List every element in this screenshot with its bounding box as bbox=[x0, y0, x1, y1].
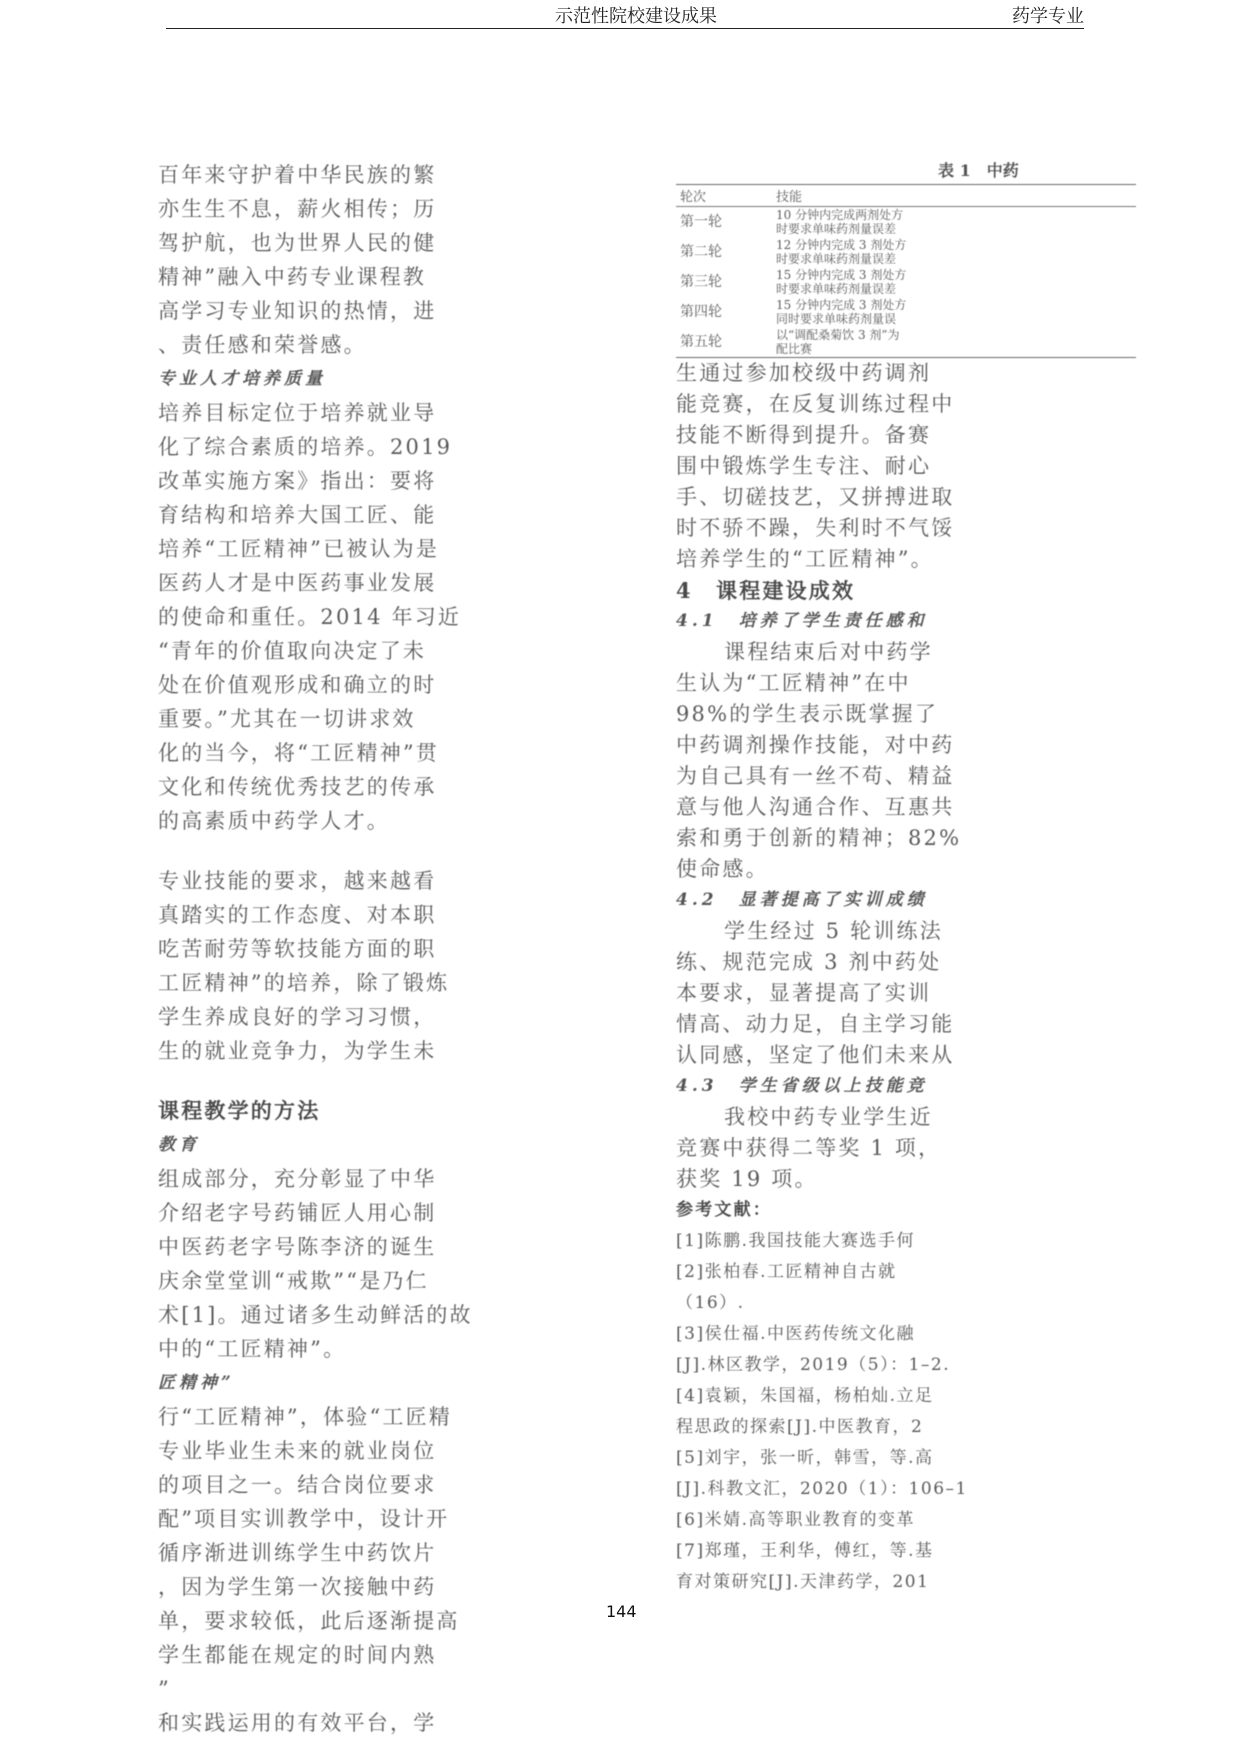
text-line: 的高素质中药学人才。 bbox=[158, 809, 390, 833]
text-line bbox=[158, 1068, 578, 1094]
text-line: 培养学生的“工匠精神”。 bbox=[676, 547, 934, 571]
reference-item: （16）. bbox=[676, 1293, 745, 1313]
text-line: 、责任感和荣誉感。 bbox=[158, 333, 367, 357]
reference-item: [4]袁颖，朱国福，杨柏灿.立足 bbox=[676, 1386, 934, 1406]
table-row bbox=[676, 237, 1136, 267]
text-line: 精神”融入中药专业课程教 bbox=[158, 265, 427, 289]
subsection-heading: 4.1 培养了学生责任感和 bbox=[676, 611, 928, 631]
left-column bbox=[158, 158, 578, 1740]
table-header-round: 轮次 bbox=[676, 185, 772, 207]
text-line: 生通过参加校级中药调剂 bbox=[676, 361, 932, 385]
text-line: 工匠精神”的培养，除了锻炼 bbox=[158, 971, 450, 995]
text-line bbox=[158, 838, 578, 864]
text-line: 意与他人沟通合作、互惠共 bbox=[676, 795, 955, 819]
text-line: 生的就业竞争力，为学生未 bbox=[158, 1039, 437, 1063]
round-cell: 第四轮 bbox=[680, 304, 722, 320]
section-heading: 课程教学的方法 bbox=[158, 1098, 321, 1123]
text-line: 情高、动力足，自主学习能 bbox=[676, 1012, 955, 1036]
text-line: 培养目标定位于培养就业导 bbox=[158, 401, 437, 425]
text-line: 介绍老字号药铺匠人用心制 bbox=[158, 1201, 437, 1225]
text-line: 驾护航，也为世界人民的健 bbox=[158, 231, 437, 255]
text-line: 处在价值观形成和确立的时 bbox=[158, 673, 437, 697]
requirement-line: 时要求单味药剂量误差 bbox=[776, 222, 897, 236]
right-column-text bbox=[676, 358, 1084, 1598]
reference-item: 育对策研究[J].天津药学，201 bbox=[676, 1572, 930, 1592]
round-cell: 第一轮 bbox=[680, 214, 722, 230]
text-line: 配”项目实训教学中，设计开 bbox=[158, 1507, 450, 1531]
table-row bbox=[676, 267, 1136, 297]
text-line: 高学习专业知识的热情，进 bbox=[158, 299, 437, 323]
requirement-line: 时要求单味药剂量误差 bbox=[776, 252, 897, 266]
text-line: 时不骄不躁，失利时不气馁 bbox=[676, 516, 955, 540]
table-row bbox=[676, 207, 1136, 238]
text-line: 手、切磋技艺，又拼搏进取 bbox=[676, 485, 955, 509]
text-line: 学生经过 5 轮训练法 bbox=[724, 919, 943, 943]
right-column bbox=[676, 158, 1084, 1598]
text-line: 课程结束后对中药学 bbox=[724, 640, 933, 664]
text-line: 围中锻炼学生专注、耐心 bbox=[676, 454, 932, 478]
requirement-line: 同时要求单味药剂量误 bbox=[776, 312, 897, 326]
text-line: 重要。”尤其在一切讲求效 bbox=[158, 707, 416, 731]
text-line: 使命感。 bbox=[676, 857, 769, 881]
text-line: 庆余堂堂训“戒欺”“是乃仁 bbox=[158, 1269, 429, 1293]
subsection-heading: 专业人才培养质量 bbox=[158, 369, 326, 389]
text-line: 组成部分，充分彰显了中华 bbox=[158, 1167, 437, 1191]
text-line: 吃苦耐劳等软技能方面的职 bbox=[158, 937, 437, 961]
text-line: 医药人才是中医药事业发展 bbox=[158, 571, 437, 595]
training-rounds-table bbox=[676, 184, 1136, 358]
section-heading: 4 课程建设成效 bbox=[676, 578, 856, 603]
page-number: 144 bbox=[606, 1602, 637, 1621]
text-line: 学生养成良好的学习习惯， bbox=[158, 1005, 437, 1029]
text-line: 98%的学生表示既掌握了 bbox=[676, 702, 939, 726]
text-line: 真踏实的工作态度、对本职 bbox=[158, 903, 437, 927]
text-line: 生认为“工匠精神”在中 bbox=[676, 671, 911, 695]
text-line: 行“工匠精神”，体验“工匠精 bbox=[158, 1405, 453, 1429]
text-line: 亦生生不息，薪火相传；历 bbox=[158, 197, 437, 221]
reference-item: [6]米婧.高等职业教育的变革 bbox=[676, 1510, 915, 1530]
text-line: 术[1]。通过诸多生动鲜活的故 bbox=[158, 1303, 473, 1327]
round-cell: 第三轮 bbox=[680, 274, 722, 290]
reference-item: [7]郑瑾，王利华，傅红，等.基 bbox=[676, 1541, 934, 1561]
requirement-line: 以“调配桑菊饮 3 剂”为 bbox=[776, 328, 900, 342]
text-line: 循序渐进训练学生中药饮片 bbox=[158, 1541, 437, 1565]
text-line: 单，要求较低，此后逐渐提高 bbox=[158, 1609, 460, 1633]
table-row bbox=[676, 297, 1136, 327]
reference-item: [5]刘宇，张一昕，韩雪，等.高 bbox=[676, 1448, 934, 1468]
text-line: 为自己具有一丝不苟、精益 bbox=[676, 764, 955, 788]
text-line: 学生都能在规定的时间内熟 bbox=[158, 1643, 437, 1667]
text-line: 的项目之一。结合岗位要求 bbox=[158, 1473, 437, 1497]
requirement-line: 12 分钟内完成 3 剂处方 bbox=[776, 238, 907, 252]
requirement-line: 15 分钟内完成 3 剂处方 bbox=[776, 268, 907, 282]
page-header bbox=[166, 0, 1084, 29]
text-line: 的使命和重任。2014 年习近 bbox=[158, 605, 462, 629]
text-line: 中药调剂操作技能，对中药 bbox=[676, 733, 955, 757]
text-line: 化了综合素质的培养。2019 bbox=[158, 435, 453, 459]
requirement-cell bbox=[772, 327, 1136, 358]
header-title: 示范性院校建设成果 bbox=[555, 6, 717, 27]
requirement-cell bbox=[772, 207, 1136, 238]
requirement-line: 配比赛 bbox=[776, 342, 813, 356]
reference-item: 程思政的探索[J].中医教育，2 bbox=[676, 1417, 924, 1437]
text-line: 本要求，显著提高了实训 bbox=[676, 981, 932, 1005]
text-line: 和实践运用的有效平台，学 bbox=[158, 1711, 437, 1735]
requirement-line: 10 分钟内完成两剂处方 bbox=[776, 208, 904, 222]
subsection-heading: 4.2 显著提高了实训成绩 bbox=[676, 890, 928, 910]
text-line: 培养“工匠精神”已被认为是 bbox=[158, 537, 440, 561]
table-caption: 表 1 中药 bbox=[938, 161, 1019, 180]
text-line: 百年来守护着中华民族的繁 bbox=[158, 163, 437, 187]
reference-item: [3]侯仕福.中医药传统文化融 bbox=[676, 1324, 915, 1344]
round-cell: 第五轮 bbox=[680, 334, 722, 350]
text-line: 专业毕业生未来的就业岗位 bbox=[158, 1439, 437, 1463]
text-line: 文化和传统优秀技艺的传承 bbox=[158, 775, 437, 799]
text-line: 育结构和培养大国工匠、能 bbox=[158, 503, 437, 527]
text-line: 练、规范完成 3 剂中药处 bbox=[676, 950, 942, 974]
text-line: ，因为学生第一次接触中药 bbox=[158, 1575, 437, 1599]
table-header-requirement: 技能 bbox=[772, 185, 1136, 207]
requirement-line: 时要求单味药剂量误差 bbox=[776, 282, 897, 296]
text-line: 中医药老字号陈李济的诞生 bbox=[158, 1235, 437, 1259]
subsection-heading: 4.3 学生省级以上技能竞 bbox=[676, 1076, 928, 1096]
text-line: 中的“工匠精神”。 bbox=[158, 1337, 347, 1361]
text-line: 竞赛中获得二等奖 1 项， bbox=[676, 1136, 942, 1160]
subsection-heading: 匠精神” bbox=[158, 1373, 235, 1393]
text-line: 化的当今，将“工匠精神”贯 bbox=[158, 741, 440, 765]
requirement-cell bbox=[772, 267, 1136, 297]
text-line: 改革实施方案》指出：要将 bbox=[158, 469, 437, 493]
text-line: 我校中药专业学生近 bbox=[724, 1105, 933, 1129]
text-line: “青年的价值取向决定了未 bbox=[158, 639, 427, 663]
text-line: 专业技能的要求，越来越看 bbox=[158, 869, 437, 893]
header-section: 药学专业 bbox=[1012, 6, 1084, 27]
reference-item: [J].科教文汇，2020（1）：106–1 bbox=[676, 1479, 968, 1499]
text-line: 认同感，坚定了他们未来从 bbox=[676, 1043, 955, 1067]
text-line: 索和勇于创新的精神；82% bbox=[676, 826, 962, 850]
requirement-cell bbox=[772, 237, 1136, 267]
reference-item: [J].林区教学，2019（5）：1–2. bbox=[676, 1355, 951, 1375]
text-line: 能竞赛，在反复训练过程中 bbox=[676, 392, 955, 416]
text-line: ” bbox=[158, 1677, 171, 1701]
table-row bbox=[676, 327, 1136, 358]
subsection-heading: 教育 bbox=[158, 1135, 200, 1155]
references-heading: 参考文献： bbox=[676, 1200, 772, 1220]
requirement-line: 15 分钟内完成 3 剂处方 bbox=[776, 298, 907, 312]
requirement-cell bbox=[772, 297, 1136, 327]
text-line: 技能不断得到提升。备赛 bbox=[676, 423, 932, 447]
round-cell: 第二轮 bbox=[680, 244, 722, 260]
reference-item: [1]陈鹏.我国技能大赛选手何 bbox=[676, 1231, 915, 1251]
text-line: 获奖 19 项。 bbox=[676, 1167, 818, 1191]
reference-item: [2]张柏春.工匠精神自古就 bbox=[676, 1262, 897, 1282]
